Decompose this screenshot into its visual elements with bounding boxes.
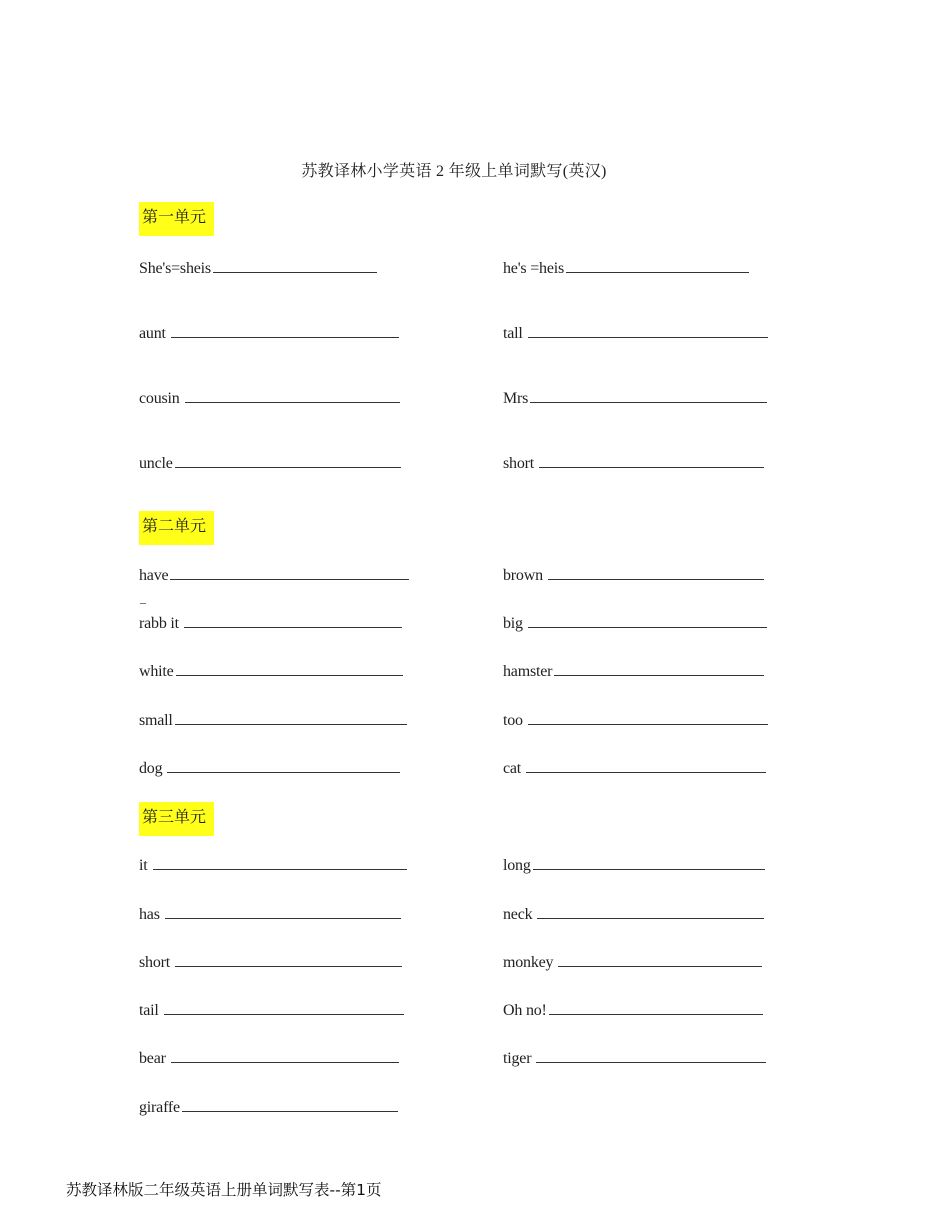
word-entry xyxy=(139,388,400,409)
word-label: white xyxy=(139,663,174,680)
word-label: bear xyxy=(139,1050,166,1067)
word-label: short xyxy=(139,954,171,971)
word-label: tail xyxy=(139,1002,159,1019)
word-label: big xyxy=(503,615,523,632)
word-entry xyxy=(503,855,765,876)
word-entry xyxy=(503,952,762,973)
word-label: Oh no! xyxy=(503,1002,547,1019)
word-label: small xyxy=(139,712,173,729)
word-entry xyxy=(139,258,377,279)
answer-blank[interactable] xyxy=(167,758,400,773)
word-label: dog xyxy=(139,760,163,777)
word-label: he's =heis xyxy=(503,260,565,277)
answer-blank[interactable] xyxy=(171,323,399,338)
word-label: uncle xyxy=(139,455,173,472)
word-label: Mrs xyxy=(503,390,529,407)
word-label: short xyxy=(503,455,535,472)
word-entry xyxy=(139,710,407,731)
unit-2-heading: 第二单元 xyxy=(139,511,214,545)
answer-blank[interactable] xyxy=(528,323,768,338)
word-label: tall xyxy=(503,325,523,342)
word-entry xyxy=(139,1048,399,1069)
word-label: giraffe xyxy=(139,1099,180,1116)
word-label: has xyxy=(139,906,160,923)
answer-blank[interactable] xyxy=(184,613,402,628)
word-entry xyxy=(139,1000,404,1021)
word-label: She's=sheis xyxy=(139,260,211,277)
word-entry xyxy=(503,388,767,409)
word-label: tiger xyxy=(503,1050,532,1067)
answer-blank[interactable] xyxy=(533,855,765,870)
answer-blank[interactable] xyxy=(213,258,377,273)
answer-blank[interactable] xyxy=(558,952,762,967)
word-entry xyxy=(139,904,401,925)
answer-blank[interactable] xyxy=(530,388,767,403)
word-label: neck xyxy=(503,906,533,923)
word-label: aunt xyxy=(139,325,166,342)
word-entry xyxy=(139,323,399,344)
word-entry xyxy=(139,613,402,634)
word-label: monkey xyxy=(503,954,554,971)
unit-1-heading: 第一单元 xyxy=(139,202,214,236)
word-label: rabb it xyxy=(139,615,179,632)
answer-blank[interactable] xyxy=(182,1097,398,1112)
answer-blank[interactable] xyxy=(548,565,764,580)
word-entry xyxy=(503,661,764,682)
word-entry xyxy=(139,952,402,973)
answer-blank[interactable] xyxy=(528,613,767,628)
word-entry xyxy=(503,758,766,779)
word-entry xyxy=(503,323,768,344)
word-label: too xyxy=(503,712,523,729)
word-entry xyxy=(503,1000,763,1021)
word-label: cousin xyxy=(139,390,180,407)
answer-blank[interactable] xyxy=(164,1000,404,1015)
answer-blank[interactable] xyxy=(528,710,768,725)
word-entry xyxy=(139,661,403,682)
word-entry xyxy=(503,258,749,279)
word-label: it xyxy=(139,857,148,874)
word-entry xyxy=(139,758,400,779)
answer-blank[interactable] xyxy=(171,1048,399,1063)
answer-blank[interactable] xyxy=(175,453,401,468)
answer-blank[interactable] xyxy=(526,758,766,773)
answer-blank[interactable] xyxy=(153,855,407,870)
word-entry xyxy=(503,904,764,925)
word-label: long xyxy=(503,857,531,874)
word-label: have xyxy=(139,567,169,584)
word-label: cat xyxy=(503,760,522,777)
word-entry xyxy=(139,1097,398,1118)
word-entry xyxy=(503,1048,766,1069)
answer-blank[interactable] xyxy=(549,1000,763,1015)
answer-blank[interactable] xyxy=(165,904,401,919)
answer-blank[interactable] xyxy=(175,952,402,967)
answer-blank[interactable] xyxy=(175,710,407,725)
word-entry xyxy=(139,453,401,474)
word-entry xyxy=(503,453,764,474)
answer-blank[interactable] xyxy=(537,904,764,919)
word-label: brown xyxy=(503,567,543,584)
word-label: hamster xyxy=(503,663,553,680)
answer-blank[interactable] xyxy=(536,1048,766,1063)
overflow-mark: _ xyxy=(140,591,146,605)
answer-blank[interactable] xyxy=(185,388,400,403)
word-entry xyxy=(503,613,767,634)
word-entry xyxy=(503,710,768,731)
word-entry xyxy=(139,565,409,586)
answer-blank[interactable] xyxy=(554,661,764,676)
word-entry xyxy=(139,855,407,876)
unit-3-heading: 第三单元 xyxy=(139,802,214,836)
page-title: 苏教译林小学英语 2 年级上单词默写(英汉) xyxy=(301,163,607,180)
answer-blank[interactable] xyxy=(170,565,409,580)
page-footer: 苏教译林版二年级英语上册单词默写表--第1页 xyxy=(66,1181,382,1199)
answer-blank[interactable] xyxy=(176,661,403,676)
answer-blank[interactable] xyxy=(539,453,764,468)
answer-blank[interactable] xyxy=(566,258,749,273)
word-entry xyxy=(503,565,764,586)
